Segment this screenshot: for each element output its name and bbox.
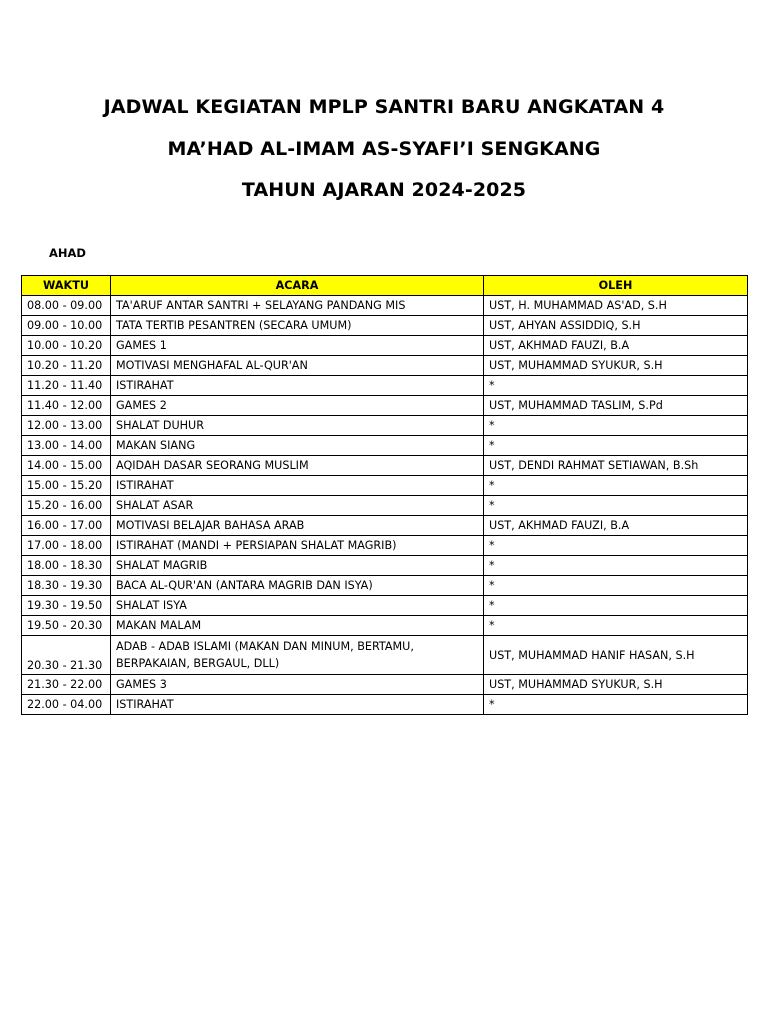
oleh-cell: *: [484, 556, 748, 576]
oleh-cell: UST, AKHMAD FAUZI, B.A: [484, 516, 748, 536]
waktu-cell: 19.30 - 19.50: [22, 596, 111, 616]
table-row: [22, 296, 748, 316]
acara-cell: BACA AL-QUR'AN (ANTARA MAGRIB DAN ISYA): [111, 576, 484, 596]
waktu-cell: 11.40 - 12.00: [22, 396, 111, 416]
acara-cell: ISTIRAHAT: [111, 476, 484, 496]
oleh-cell: *: [484, 536, 748, 556]
oleh-cell: *: [484, 496, 748, 516]
acara-cell: SHALAT DUHUR: [111, 416, 484, 436]
waktu-cell: 10.20 - 11.20: [22, 356, 111, 376]
table-row: [22, 336, 748, 356]
oleh-cell: *: [484, 695, 748, 715]
waktu-cell: 15.20 - 16.00: [22, 496, 111, 516]
acara-cell: AQIDAH DASAR SEORANG MUSLIM: [111, 456, 484, 476]
header-acara: ACARA: [111, 276, 484, 296]
waktu-cell: 10.00 - 10.20: [22, 336, 111, 356]
table-row: [22, 416, 748, 436]
acara-cell: MAKAN MALAM: [111, 616, 484, 636]
table-row: [22, 616, 748, 636]
waktu-cell: 16.00 - 17.00: [22, 516, 111, 536]
acara-cell: MOTIVASI BELAJAR BAHASA ARAB: [111, 516, 484, 536]
institution-name: MA’HAD AL-IMAM AS-SYAFI’I SENGKANG: [167, 138, 601, 160]
acara-cell: SHALAT ISYA: [111, 596, 484, 616]
header-oleh: OLEH: [484, 276, 748, 296]
table-row: [22, 636, 748, 675]
waktu-cell: 11.20 - 11.40: [22, 376, 111, 396]
acara-cell: ISTIRAHAT: [111, 376, 484, 396]
waktu-cell: 15.00 - 15.20: [22, 476, 111, 496]
waktu-cell: 18.30 - 19.30: [22, 576, 111, 596]
schedule-table: [21, 275, 748, 715]
waktu-cell: 12.00 - 13.00: [22, 416, 111, 436]
table-row: [22, 436, 748, 456]
oleh-cell: UST, AKHMAD FAUZI, B.A: [484, 336, 748, 356]
acara-cell: ISTIRAHAT: [111, 695, 484, 715]
acara-cell: SHALAT MAGRIB: [111, 556, 484, 576]
acara-cell: TATA TERTIB PESANTREN (SECARA UMUM): [111, 316, 484, 336]
table-row: [22, 316, 748, 336]
acara-cell: GAMES 1: [111, 336, 484, 356]
table-row: [22, 496, 748, 516]
oleh-cell: UST, MUHAMMAD TASLIM, S.Pd: [484, 396, 748, 416]
oleh-cell: UST, MUHAMMAD SYUKUR, S.H: [484, 356, 748, 376]
waktu-cell: 13.00 - 14.00: [22, 436, 111, 456]
acara-cell: ADAB - ADAB ISLAMI (MAKAN DAN MINUM, BERTAMU, BERPAKAIAN, BERGAUL, DLL): [111, 636, 484, 675]
table-row: [22, 536, 748, 556]
table-header-row: [22, 276, 748, 296]
waktu-cell: 22.00 - 04.00: [22, 695, 111, 715]
acara-cell: GAMES 3: [111, 675, 484, 695]
table-row: [22, 456, 748, 476]
acara-cell: MOTIVASI MENGHAFAL AL-QUR'AN: [111, 356, 484, 376]
table-row: [22, 695, 748, 715]
oleh-cell: *: [484, 416, 748, 436]
day-label: AHAD: [49, 246, 86, 260]
acara-cell: SHALAT ASAR: [111, 496, 484, 516]
acara-cell: GAMES 2: [111, 396, 484, 416]
table-row: [22, 675, 748, 695]
oleh-cell: *: [484, 616, 748, 636]
header-waktu: WAKTU: [22, 276, 111, 296]
oleh-cell: UST, AHYAN ASSIDDIQ, S.H: [484, 316, 748, 336]
waktu-cell: 20.30 - 21.30: [22, 636, 111, 675]
waktu-cell: 08.00 - 09.00: [22, 296, 111, 316]
table-row: [22, 556, 748, 576]
acara-cell: MAKAN SIANG: [111, 436, 484, 456]
academic-year: TAHUN AJARAN 2024-2025: [241, 179, 527, 201]
waktu-cell: 14.00 - 15.00: [22, 456, 111, 476]
oleh-cell: UST, DENDI RAHMAT SETIAWAN, B.Sh: [484, 456, 748, 476]
waktu-cell: 09.00 - 10.00: [22, 316, 111, 336]
waktu-cell: 19.50 - 20.30: [22, 616, 111, 636]
oleh-cell: UST, MUHAMMAD SYUKUR, S.H: [484, 675, 748, 695]
table-row: [22, 576, 748, 596]
oleh-cell: UST, MUHAMMAD HANIF HASAN, S.H: [484, 636, 748, 675]
page-title: JADWAL KEGIATAN MPLP SANTRI BARU ANGKATAN 4: [103, 96, 665, 118]
oleh-cell: *: [484, 376, 748, 396]
oleh-cell: *: [484, 576, 748, 596]
waktu-cell: 17.00 - 18.00: [22, 536, 111, 556]
table-row: [22, 356, 748, 376]
table-row: [22, 596, 748, 616]
acara-cell: ISTIRAHAT (MANDI + PERSIAPAN SHALAT MAGRIB): [111, 536, 484, 556]
oleh-cell: UST, H. MUHAMMAD AS'AD, S.H: [484, 296, 748, 316]
table-row: [22, 476, 748, 496]
table-row: [22, 376, 748, 396]
waktu-cell: 21.30 - 22.00: [22, 675, 111, 695]
oleh-cell: *: [484, 476, 748, 496]
acara-cell: TA'ARUF ANTAR SANTRI + SELAYANG PANDANG MIS: [111, 296, 484, 316]
oleh-cell: *: [484, 596, 748, 616]
table-row: [22, 396, 748, 416]
oleh-cell: *: [484, 436, 748, 456]
table-row: [22, 516, 748, 536]
waktu-cell: 18.00 - 18.30: [22, 556, 111, 576]
